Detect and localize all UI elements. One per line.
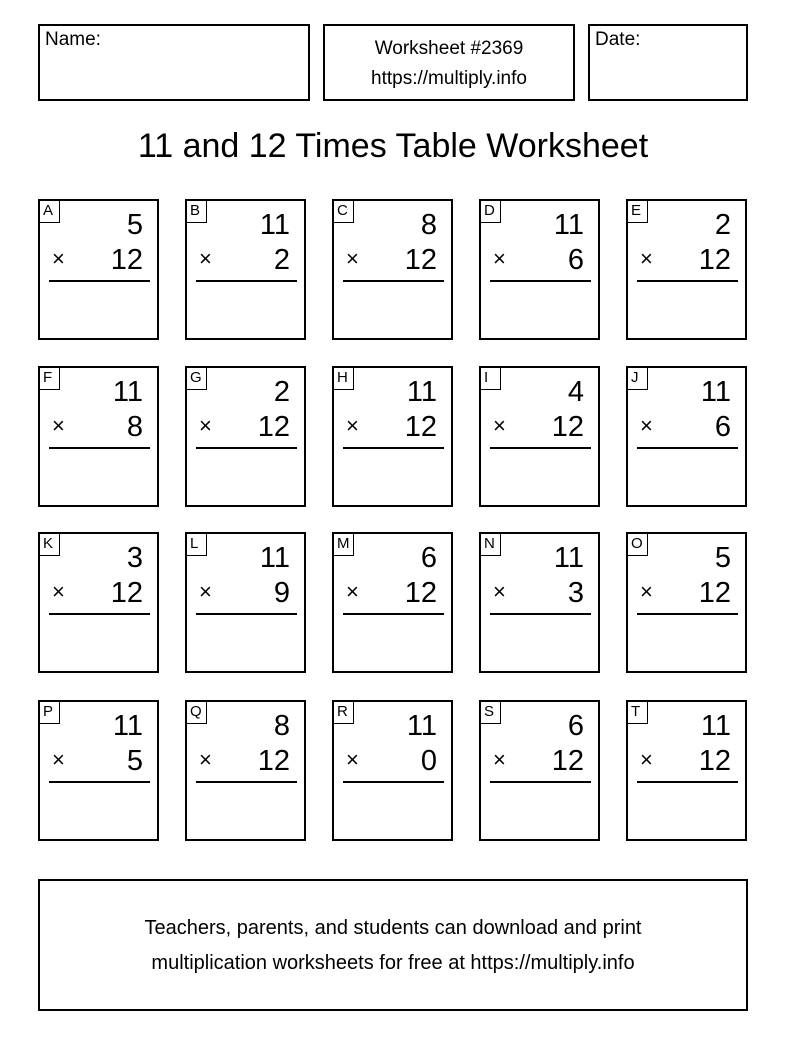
problem-card-e	[626, 199, 747, 340]
multiplicand: 11	[553, 209, 584, 241]
problem-card-d	[479, 199, 600, 340]
problem-card-q	[185, 700, 306, 841]
multiplier: 2	[273, 244, 290, 276]
answer-line	[196, 781, 297, 783]
multiply-sign-icon: ×	[52, 413, 65, 438]
answer-line	[490, 781, 591, 783]
multiplier: 12	[404, 577, 437, 609]
multiplier: 12	[551, 411, 584, 443]
problem-card-i	[479, 366, 600, 507]
answer-line	[196, 280, 297, 282]
problem-card-g	[185, 366, 306, 507]
problem-letter: M	[334, 534, 354, 556]
multiply-sign-icon: ×	[52, 579, 65, 604]
date-field-box	[588, 24, 748, 101]
multiplier: 5	[126, 745, 143, 777]
problem-letter: G	[187, 368, 207, 390]
multiplicand: 11	[406, 376, 437, 408]
answer-line	[196, 613, 297, 615]
problem-card-k	[38, 532, 159, 673]
multiplier: 8	[126, 411, 143, 443]
multiplier: 9	[273, 577, 290, 609]
multiply-sign-icon: ×	[199, 413, 212, 438]
multiply-sign-icon: ×	[346, 246, 359, 271]
multiplier: 6	[714, 411, 731, 443]
problem-letter: D	[481, 201, 501, 223]
footer-line-1: Teachers, parents, and students can download and print	[144, 917, 642, 939]
problem-letter: B	[187, 201, 207, 223]
multiplier: 6	[567, 244, 584, 276]
multiplier: 12	[257, 411, 290, 443]
answer-line	[343, 447, 444, 449]
problem-card-t	[626, 700, 747, 841]
answer-line	[49, 280, 150, 282]
multiplicand: 11	[553, 542, 584, 574]
multiply-sign-icon: ×	[640, 413, 653, 438]
page-title: 11 and 12 Times Table Worksheet	[137, 127, 649, 165]
answer-line	[49, 781, 150, 783]
date-label: Date:	[595, 29, 641, 50]
answer-line	[196, 447, 297, 449]
multiplier: 12	[698, 577, 731, 609]
multiply-sign-icon: ×	[199, 579, 212, 604]
answer-line	[343, 613, 444, 615]
multiply-sign-icon: ×	[640, 246, 653, 271]
problem-letter: T	[628, 702, 648, 724]
multiplicand: 5	[126, 209, 143, 241]
multiplier: 12	[110, 244, 143, 276]
problem-card-p	[38, 700, 159, 841]
multiply-sign-icon: ×	[493, 747, 506, 772]
multiplier: 3	[567, 577, 584, 609]
problem-letter: O	[628, 534, 648, 556]
name-label: Name:	[45, 29, 101, 50]
problem-card-h	[332, 366, 453, 507]
problem-letter: K	[40, 534, 60, 556]
problem-letter: N	[481, 534, 501, 556]
problem-letter: A	[40, 201, 60, 223]
problem-letter: P	[40, 702, 60, 724]
multiplicand: 11	[700, 376, 731, 408]
problem-card-r	[332, 700, 453, 841]
problem-card-s	[479, 700, 600, 841]
answer-line	[637, 613, 738, 615]
multiplier: 12	[698, 745, 731, 777]
multiplier: 12	[404, 411, 437, 443]
answer-line	[343, 280, 444, 282]
problem-letter: L	[187, 534, 207, 556]
multiplier: 12	[257, 745, 290, 777]
multiplicand: 6	[420, 542, 437, 574]
problem-letter: R	[334, 702, 354, 724]
problem-letter: H	[334, 368, 354, 390]
answer-line	[490, 613, 591, 615]
problem-card-b	[185, 199, 306, 340]
multiply-sign-icon: ×	[199, 747, 212, 772]
problem-letter: E	[628, 201, 648, 223]
answer-line	[49, 447, 150, 449]
multiply-sign-icon: ×	[493, 246, 506, 271]
problem-letter: I	[481, 368, 501, 390]
multiply-sign-icon: ×	[346, 579, 359, 604]
multiply-sign-icon: ×	[640, 579, 653, 604]
problem-card-n	[479, 532, 600, 673]
footer-line-2: multiplication worksheets for free at https://multiply.info	[151, 952, 635, 974]
multiply-sign-icon: ×	[346, 747, 359, 772]
problem-card-a	[38, 199, 159, 340]
problem-letter: S	[481, 702, 501, 724]
name-field-box	[38, 24, 310, 101]
multiplicand: 8	[273, 710, 290, 742]
multiplier: 12	[110, 577, 143, 609]
multiplier: 12	[551, 745, 584, 777]
problem-card-o	[626, 532, 747, 673]
multiplicand: 11	[112, 376, 143, 408]
multiplicand: 11	[112, 710, 143, 742]
footer-box	[38, 879, 748, 1011]
multiply-sign-icon: ×	[52, 246, 65, 271]
multiplier: 0	[420, 745, 437, 777]
answer-line	[49, 613, 150, 615]
multiplicand: 11	[700, 710, 731, 742]
worksheet-url: https://multiply.info	[371, 68, 527, 89]
multiplicand: 8	[420, 209, 437, 241]
problem-card-m	[332, 532, 453, 673]
multiplicand: 3	[126, 542, 143, 574]
answer-line	[490, 280, 591, 282]
multiplier: 12	[404, 244, 437, 276]
multiplicand: 5	[714, 542, 731, 574]
problem-letter: J	[628, 368, 648, 390]
answer-line	[343, 781, 444, 783]
multiplier: 12	[698, 244, 731, 276]
multiply-sign-icon: ×	[640, 747, 653, 772]
multiplicand: 2	[273, 376, 290, 408]
worksheet-number: Worksheet #2369	[374, 38, 524, 59]
multiply-sign-icon: ×	[199, 246, 212, 271]
multiplicand: 11	[406, 710, 437, 742]
problem-letter: C	[334, 201, 354, 223]
problem-card-j	[626, 366, 747, 507]
problem-card-f	[38, 366, 159, 507]
problem-card-c	[332, 199, 453, 340]
multiplicand: 4	[567, 376, 584, 408]
multiply-sign-icon: ×	[493, 413, 506, 438]
problem-letter: Q	[187, 702, 207, 724]
answer-line	[637, 280, 738, 282]
multiply-sign-icon: ×	[52, 747, 65, 772]
multiplicand: 11	[259, 542, 290, 574]
problem-card-l	[185, 532, 306, 673]
problem-letter: F	[40, 368, 60, 390]
answer-line	[637, 447, 738, 449]
multiply-sign-icon: ×	[493, 579, 506, 604]
answer-line	[490, 447, 591, 449]
multiplicand: 11	[259, 209, 290, 241]
answer-line	[637, 781, 738, 783]
multiplicand: 2	[714, 209, 731, 241]
worksheet-info-box	[323, 24, 575, 101]
multiply-sign-icon: ×	[346, 413, 359, 438]
multiplicand: 6	[567, 710, 584, 742]
